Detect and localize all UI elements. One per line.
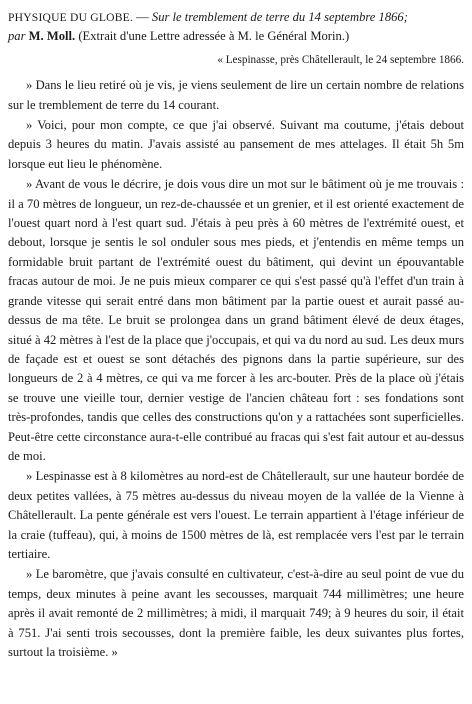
paragraph-3: » Avant de vous le décrire, je dois vous dire un mot sur le bâtiment où je me trouvais : il a 70 mètres de longueur, un rez-de-chaussée et un grenier, et il est orienté exactement de l'ouest quart nord à l'est quart sud. J'étais à peu près à 60 mètres de l'extrémité ouest, et debout, lorsque je sentis le sol onduler sous mes pieds, et j'entendis en même temps un formidable bruit partant de l'extrémité ouest du bâtiment, qui devint un épouvantable fracas autour de moi. Je ne puis mieux comparer ce qui s'est passé qu'à l'effet d'un train à grande vitesse qui serait entré dans mon bâtiment par la partie ouest et aurait passé au-dessus de ma tête. Le bruit se prolongea dans un grand bâtiment élevé de deux étages, situé à 42 mètres à l'est de la place que j'occupais, et qui va du nord au sud. Les deux murs de façade est et ouest se sont détachés des pignons dans la partie supérieure, sur des longueurs de 2 à 4 mètres, ce qui va me forcer à les arc-bouter. Près de la place où j'étais se trouve une vieille tour, dernier vestige de l'ancien château fort : ses fondations sont très-profondes, tandis que celles des constructions qu'on y a rattachées sont superficielles. Peut-être cette circonstance aura-t-elle contribué au fracas qui s'est fait autour et au-dessus de moi.: [8, 177, 464, 463]
paragraph-2: » Voici, pour mon compte, ce que j'ai observé. Suivant ma coutume, j'étais debout depuis 3 heures du matin. J'avais assisté au pansement de mes attelages. Il était 5h 5m lorsque eut lieu le phénomène.: [8, 118, 464, 171]
heading-dash: —: [133, 10, 152, 24]
extract-note: (Extrait d'une Lettre adressée à M. le Général Morin.): [75, 29, 350, 44]
paragraph-1: » Dans le lieu retiré où je vis, je viens seulement de lire un certain nombre de relations sur le tremblement de terre du 14 courant.: [8, 78, 464, 112]
paragraph-5: » Le baromètre, que j'avais consulté en cultivateur, c'est-à-dire au seul point de vue du temps, deux minutes à peine avant les secousses, marquait 744 millimètres; une heure après il avait remonté de 2 millimètres; à midi, il marquait 749; à 9 heures du soir, il était à 751. J'ai senti trois secousses, dont la première faible, les deux suivantes plus fortes, surtout la troisième. »: [8, 567, 464, 659]
section-label: PHYSIQUE DU GLOBE.: [8, 11, 134, 24]
dateline: « Lespinasse, près Châtellerault, le 24 septembre 1866.: [217, 53, 464, 66]
article-heading: [8, 8, 464, 47]
article-title: Sur le tremblement de terre du 14 septembre 1866;: [151, 10, 408, 24]
author-name: M. Moll.: [28, 29, 76, 44]
author-prefix: par: [8, 29, 29, 44]
paragraph-4: » Lespinasse est à 8 kilomètres au nord-est de Châtellerault, sur une hauteur bordée de deux petites vallées, à 75 mètres au-dessus du niveau moyen de la vallée de la Vienne à Châtellerault. La pente générale est vers l'ouest. Le terrain appartient à l'étage inférieur de la craie (tuffeau), qui, à moins de 1500 mètres de là, est remplacée vers l'est par le terrain tertiaire.: [8, 469, 464, 561]
